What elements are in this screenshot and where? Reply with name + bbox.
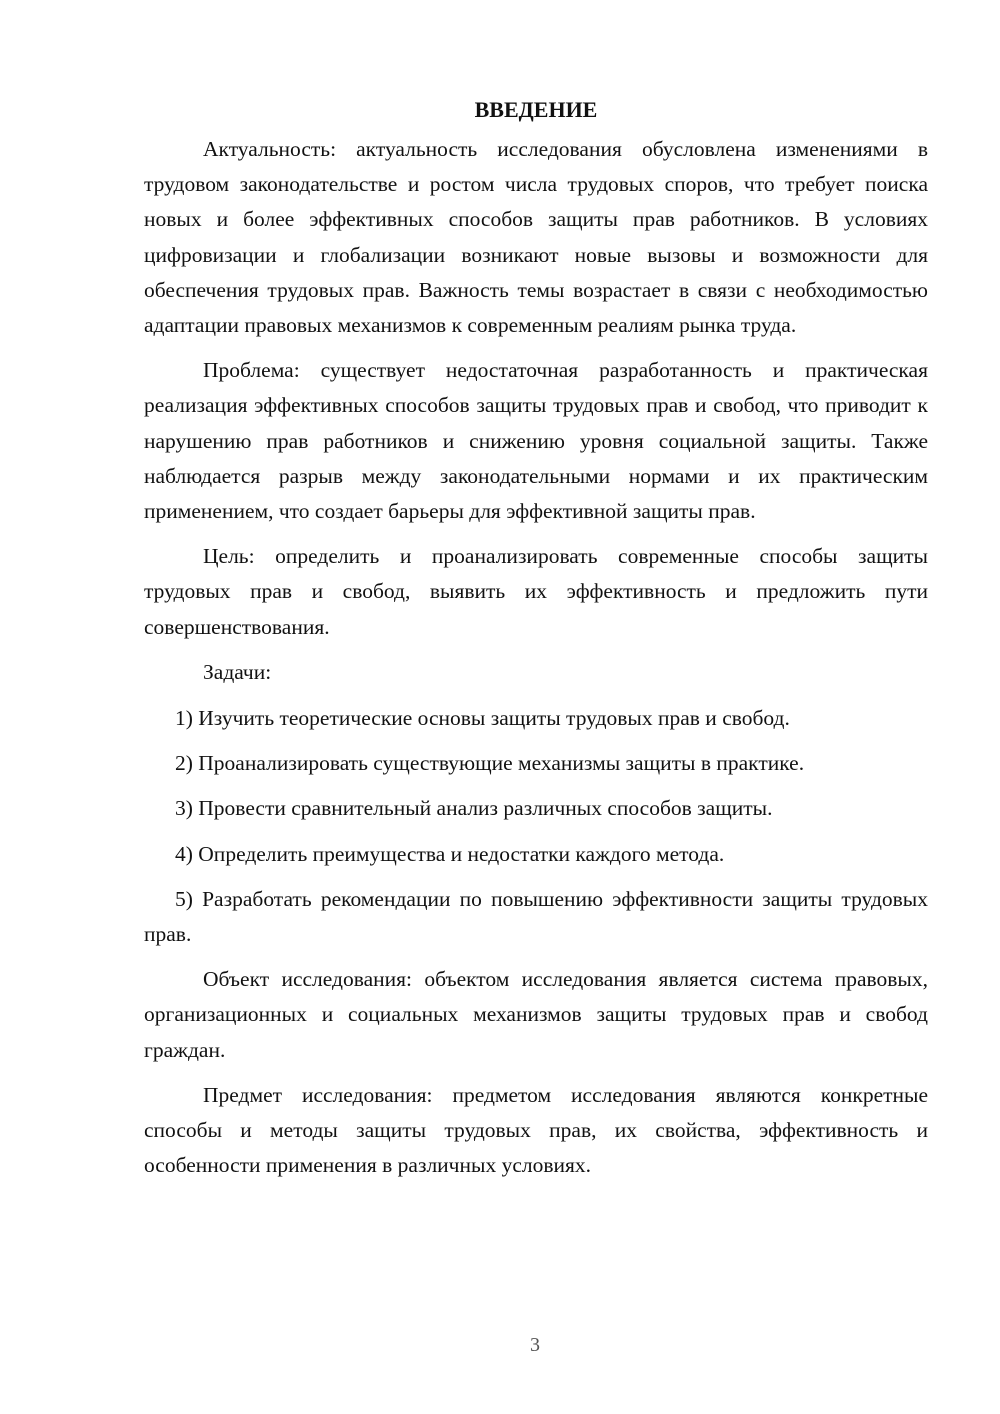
task-item: 5) Разработать рекомендации по повышению эффективности защиты трудовых прав. — [144, 886, 928, 947]
paragraph-goal: Цель: определить и проанализировать современные способы защиты трудовых прав и свобод, выявить их эффективность и предложить пути совершенствования. — [144, 544, 928, 639]
paragraph-relevance: Актуальность: актуальность исследования обусловлена изменениями в трудовом законодательстве и ростом числа трудовых споров, что требует поиска новых и более эффективных способов защиты прав работников. В условиях цифровизации и глобализации возникают новые вызовы и возможности для обеспечения трудовых прав. Важность темы возрастает в связи с необходимостью адаптации правовых механизмов к современным реалиям рынка труда. — [144, 137, 928, 338]
task-item: 4) Определить преимущества и недостатки каждого метода. — [175, 841, 725, 866]
paragraph-object: Объект исследования: объектом исследования является система правовых, организационных и социальных механизмов защиты трудовых прав и свобод граждан. — [144, 967, 928, 1062]
task-item: 2) Проанализировать существующие механизмы защиты в практике. — [175, 751, 805, 776]
task-item: 1) Изучить теоретические основы защиты трудовых прав и свобод. — [175, 706, 790, 731]
paragraph-problem: Проблема: существует недостаточная разработанность и практическая реализация эффективных способов защиты трудовых прав и свобод, что приводит к нарушению прав работников и снижению уровня социальной защиты. Также наблюдается разрыв между законодательными нормами и их практическим применением, что создает барьеры для эффективной защиты прав. — [144, 358, 928, 524]
paragraph-subject: Предмет исследования: предметом исследования являются конкретные способы и методы защиты трудовых прав, их свойства, эффективность и особенности применения в различных условиях. — [144, 1082, 928, 1178]
page-number: 3 — [530, 1334, 540, 1356]
task-item: 3) Провести сравнительный анализ различных способов защиты. — [175, 796, 773, 821]
tasks-heading: Задачи: — [203, 659, 272, 684]
page-title: ВВЕДЕНИЕ — [474, 97, 598, 122]
page-content — [144, 92, 928, 1193]
